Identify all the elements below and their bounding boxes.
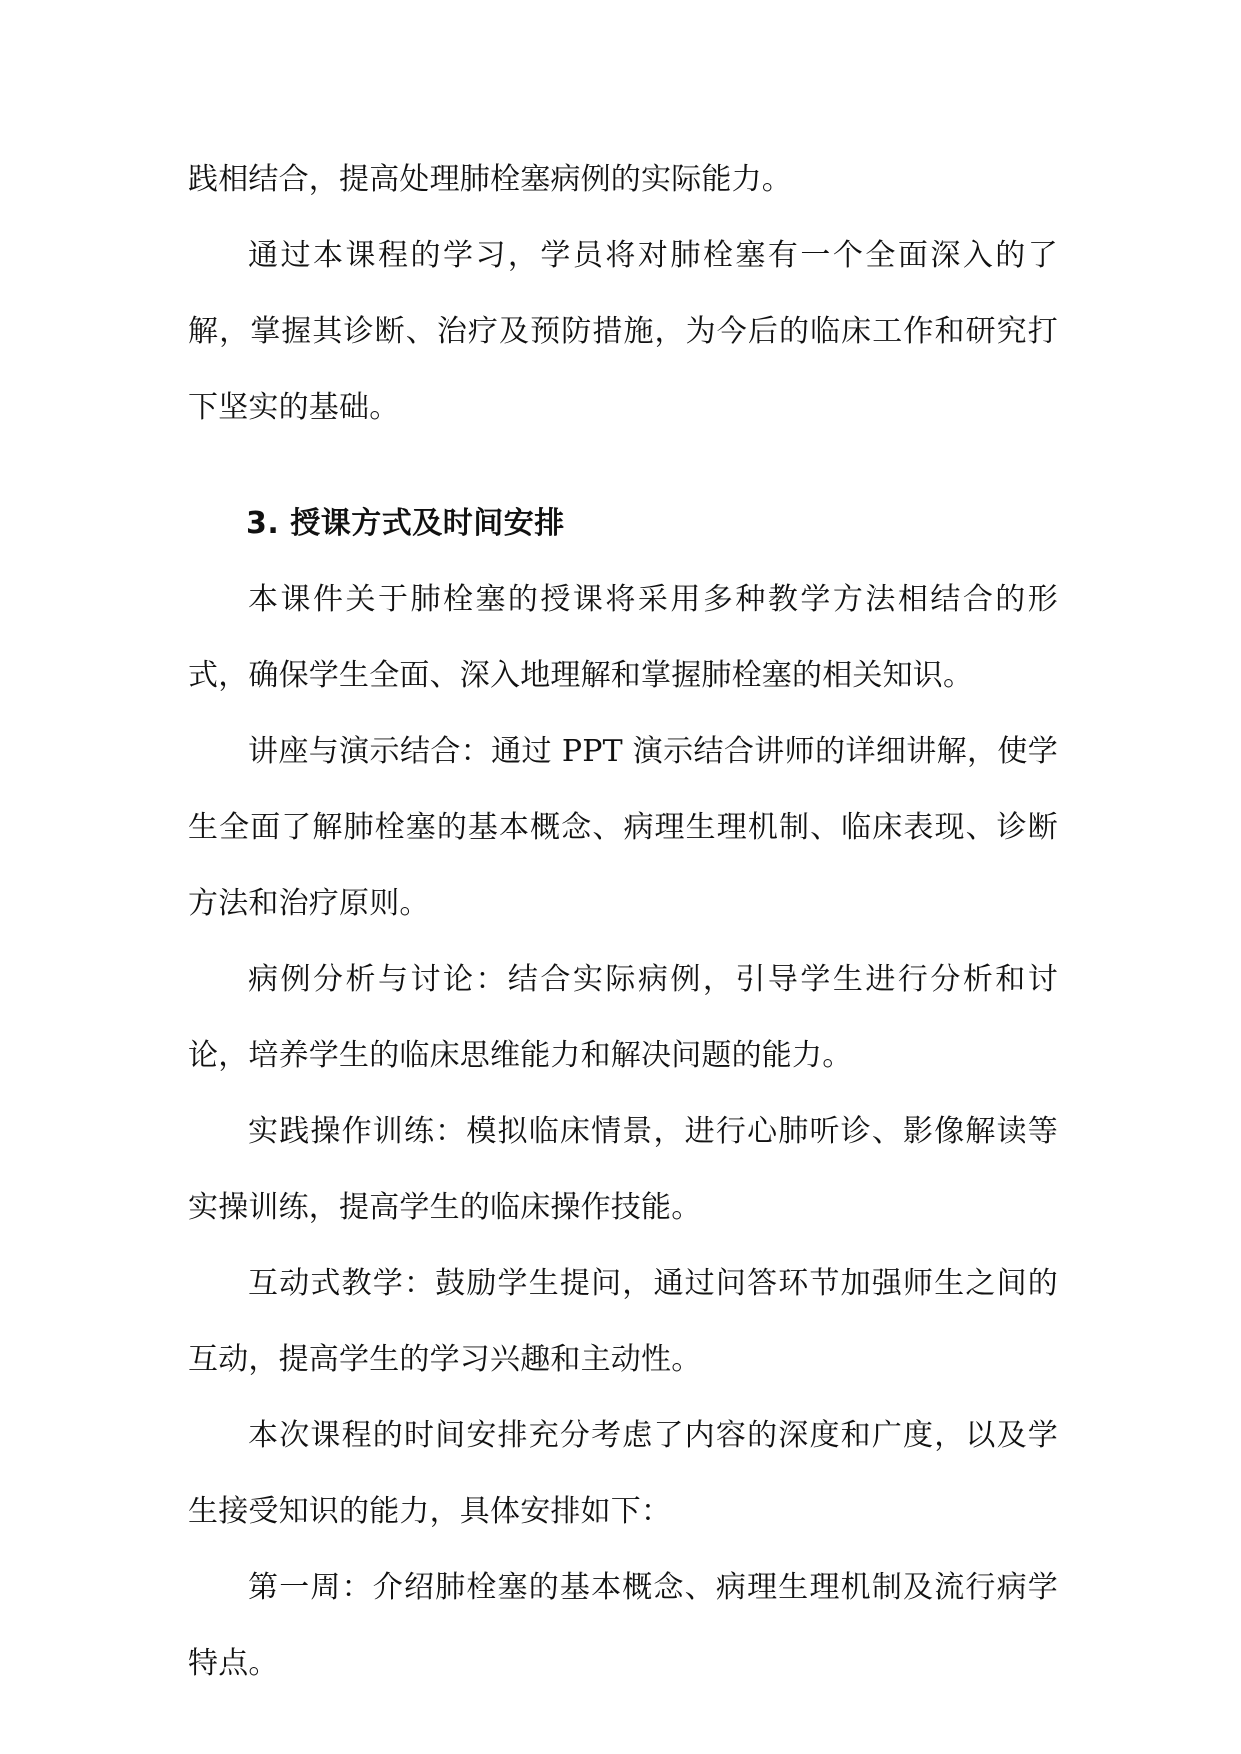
paragraph-teaching-intro: 本课件关于肺栓塞的授课将采用多种教学方法相结合的形式，确保学生全面、深入地理解和掌握肺栓塞的相关知识。 xyxy=(188,582,1058,693)
section-heading: 3. 授课方式及时间安排 xyxy=(246,506,565,541)
paragraph-continuation: 践相结合，提高处理肺栓塞病例的实际能力。 xyxy=(188,162,792,197)
paragraph-case-analysis: 病例分析与讨论：结合实际病例，引导学生进行分析和讨论，培养学生的临床思维能力和解决问题的能力。 xyxy=(188,962,1058,1073)
paragraph-interactive-teaching: 互动式教学：鼓励学生提问，通过问答环节加强师生之间的互动，提高学生的学习兴趣和主动性。 xyxy=(188,1266,1058,1377)
document-page xyxy=(188,142,1058,1702)
paragraph-course-outcome: 通过本课程的学习，学员将对肺栓塞有一个全面深入的了解，掌握其诊断、治疗及预防措施，为今后的临床工作和研究打下坚实的基础。 xyxy=(188,238,1058,425)
paragraph-practice-training: 实践操作训练：模拟临床情景，进行心肺听诊、影像解读等实操训练，提高学生的临床操作技能。 xyxy=(188,1114,1058,1225)
paragraph-week-one: 第一周：介绍肺栓塞的基本概念、病理生理机制及流行病学特点。 xyxy=(188,1570,1058,1681)
paragraph-schedule-intro: 本次课程的时间安排充分考虑了内容的深度和广度，以及学生接受知识的能力，具体安排如下： xyxy=(188,1418,1058,1529)
paragraph-lecture-demo: 讲座与演示结合：通过 PPT 演示结合讲师的详细讲解，使学生全面了解肺栓塞的基本概念、病理生理机制、临床表现、诊断方法和治疗原则。 xyxy=(188,734,1058,921)
